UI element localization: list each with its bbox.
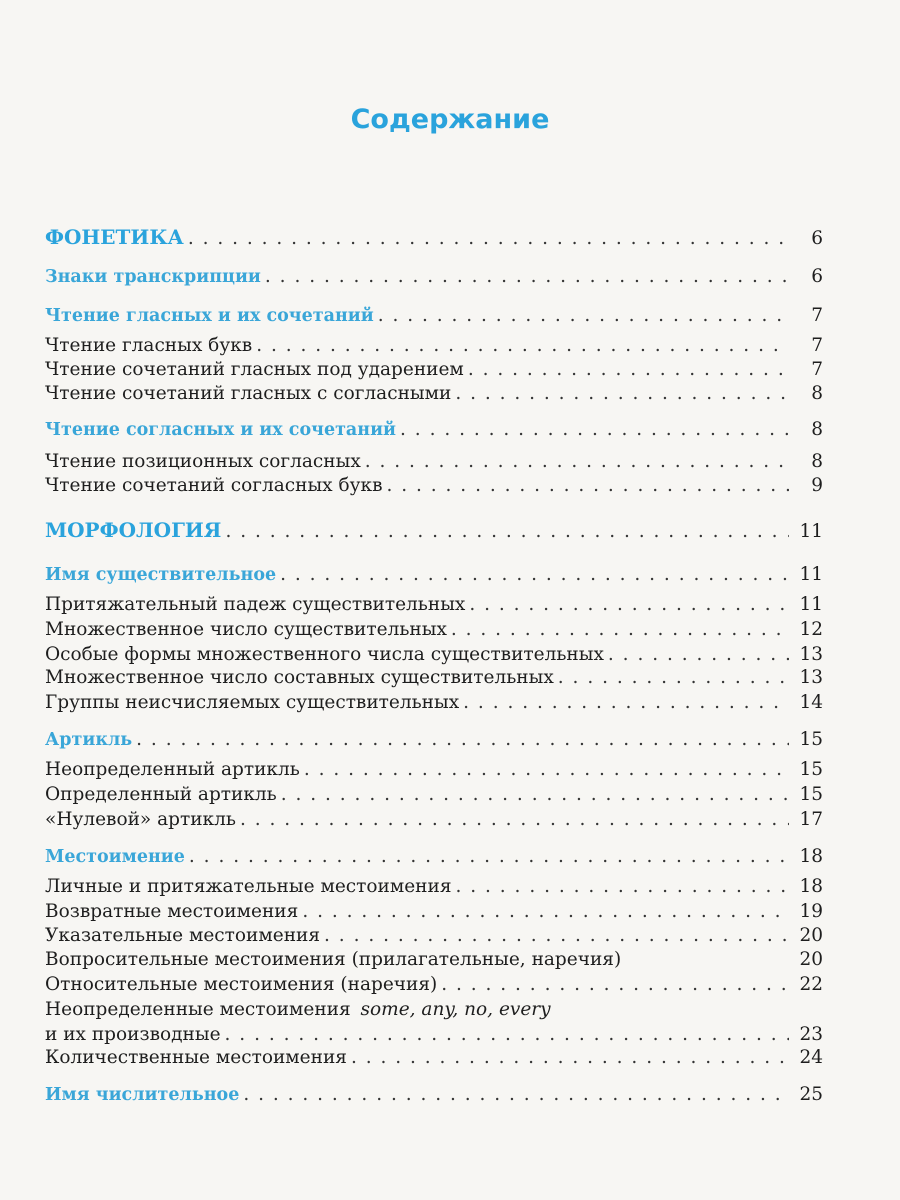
toc-entry[interactable] [45,474,823,498]
dot-leader [281,783,789,807]
toc-entry[interactable] [45,304,823,328]
entry-label-italic: some, any, no, every [360,999,551,1020]
dot-leader [469,593,789,617]
page-number: 25 [799,1084,823,1105]
page-number: 20 [799,949,823,970]
dot-leader [243,1083,789,1107]
toc-entry[interactable] [45,618,823,642]
dot-leader [608,643,789,667]
dot-leader [558,666,789,690]
toc-entry[interactable] [45,924,823,948]
page-number: 23 [799,1024,823,1045]
dot-leader [400,418,789,442]
entry-label: Относительные местоимения (наречия) [45,974,438,995]
page-number: 7 [811,359,823,380]
dot-leader [463,691,789,715]
page-number: 8 [811,419,823,440]
toc-entry[interactable] [45,382,823,406]
dot-leader [240,808,789,832]
page-number: 18 [799,846,823,867]
page-number: 9 [811,475,823,496]
dot-leader [188,227,789,251]
entry-label: МОРФОЛОГИЯ [45,518,222,542]
page-number: 15 [799,784,823,805]
toc-entry[interactable] [45,783,823,807]
toc-entry[interactable] [45,593,823,617]
page-number: 22 [799,974,823,995]
page-number: 11 [799,521,823,542]
page-number: 8 [811,451,823,472]
toc-entry[interactable] [45,1023,823,1047]
entry-label: Возвратные местоимения [45,901,299,922]
toc-entry[interactable] [45,758,823,782]
page-number: 12 [799,619,823,640]
entry-label: Указательные местоимения [45,925,321,946]
toc-entry[interactable] [45,225,823,251]
page-number: 13 [799,667,823,688]
toc-entry[interactable] [45,728,823,752]
page-number: 20 [799,925,823,946]
page-title: Содержание [350,104,550,135]
page-number: 15 [799,759,823,780]
page-number: 18 [799,876,823,897]
toc-entry[interactable] [45,643,823,667]
entry-label: Чтение позиционных согласных [45,451,361,472]
entry-label: Знаки транскрипции [45,267,261,287]
dot-leader [387,474,790,498]
toc-entry[interactable] [45,948,823,972]
entry-label: Неопределенный артикль [45,759,300,780]
dot-leader [451,618,789,642]
dot-leader [280,563,789,587]
toc-entry[interactable] [45,691,823,715]
toc-entry[interactable] [45,845,823,869]
page-number: 11 [799,594,823,615]
entry-label: Имя существительное [45,565,277,585]
dot-leader [441,973,789,997]
page-number: 6 [811,266,823,287]
dot-leader [189,845,789,869]
page-number: 19 [799,901,823,922]
page-number: 11 [799,564,823,585]
entry-label: Множественное число существительных [45,619,447,640]
dot-leader [265,265,789,289]
toc-entry[interactable] [45,808,823,832]
toc-entry[interactable] [45,998,823,1022]
toc-entry[interactable] [45,563,823,587]
dot-leader [468,358,789,382]
dot-leader [225,520,789,544]
page-number: 15 [799,729,823,750]
toc-entry[interactable] [45,358,823,382]
page-number: 7 [811,335,823,356]
dot-leader [455,382,789,406]
dot-leader [378,304,789,328]
page-number: 14 [799,692,823,713]
entry-label: Чтение сочетаний гласных под ударением [45,359,464,380]
dot-leader [304,758,789,782]
page-number: 24 [799,1047,823,1068]
entry-label: Неопределенные местоимения [45,999,357,1020]
toc-entry[interactable] [45,900,823,924]
dot-leader [256,334,789,358]
dot-leader [324,924,789,948]
toc-entry[interactable] [45,265,823,289]
entry-label: Притяжательный падеж существительных [45,594,466,615]
toc-entry[interactable] [45,666,823,690]
dot-leader [365,450,789,474]
entry-label: Группы неисчисляемых существительных [45,692,460,713]
dot-leader [225,1023,789,1047]
entry-label: Личные и притяжательные местоимения [45,876,452,897]
page-number: 7 [811,305,823,326]
entry-label: Чтение гласных и их сочетаний [45,306,374,326]
toc-entry[interactable] [45,418,823,442]
entry-label: Количественные местоимения [45,1047,347,1068]
dot-leader [351,1046,789,1070]
toc-entry[interactable] [45,450,823,474]
entry-label: Артикль [45,730,133,750]
toc-entry[interactable] [45,875,823,899]
entry-label: Определенный артикль [45,784,277,805]
entry-label: Чтение гласных букв [45,335,253,356]
entry-label: «Нулевой» артикль [45,809,236,830]
entry-label: и их производные [45,1024,221,1045]
entry-label: Местоимение [45,847,185,867]
entry-label: Особые формы множественного числа существительных [45,644,604,665]
toc-entry[interactable] [45,334,823,358]
entry-label: Чтение согласных и их сочетаний [45,420,397,440]
entry-label: Вопросительные местоимения (прилагательные, наречия) [45,949,622,970]
entry-label: Чтение сочетаний гласных с согласными [45,383,452,404]
entry-label: Чтение сочетаний согласных букв [45,475,383,496]
entry-label: ФОНЕТИКА [45,225,184,249]
toc-entry[interactable] [45,518,823,544]
entry-label: Имя числительное [45,1085,240,1105]
page-number: 8 [811,383,823,404]
dot-leader [136,728,789,752]
toc-entry[interactable] [45,1083,823,1107]
page-number: 6 [811,228,823,249]
dot-leader [302,900,789,924]
toc-entry[interactable] [45,973,823,997]
page-number: 17 [799,809,823,830]
entry-label: Множественное число составных существительных [45,667,554,688]
page-number: 13 [799,644,823,665]
dot-leader [456,875,789,899]
toc-entry[interactable] [45,1046,823,1070]
